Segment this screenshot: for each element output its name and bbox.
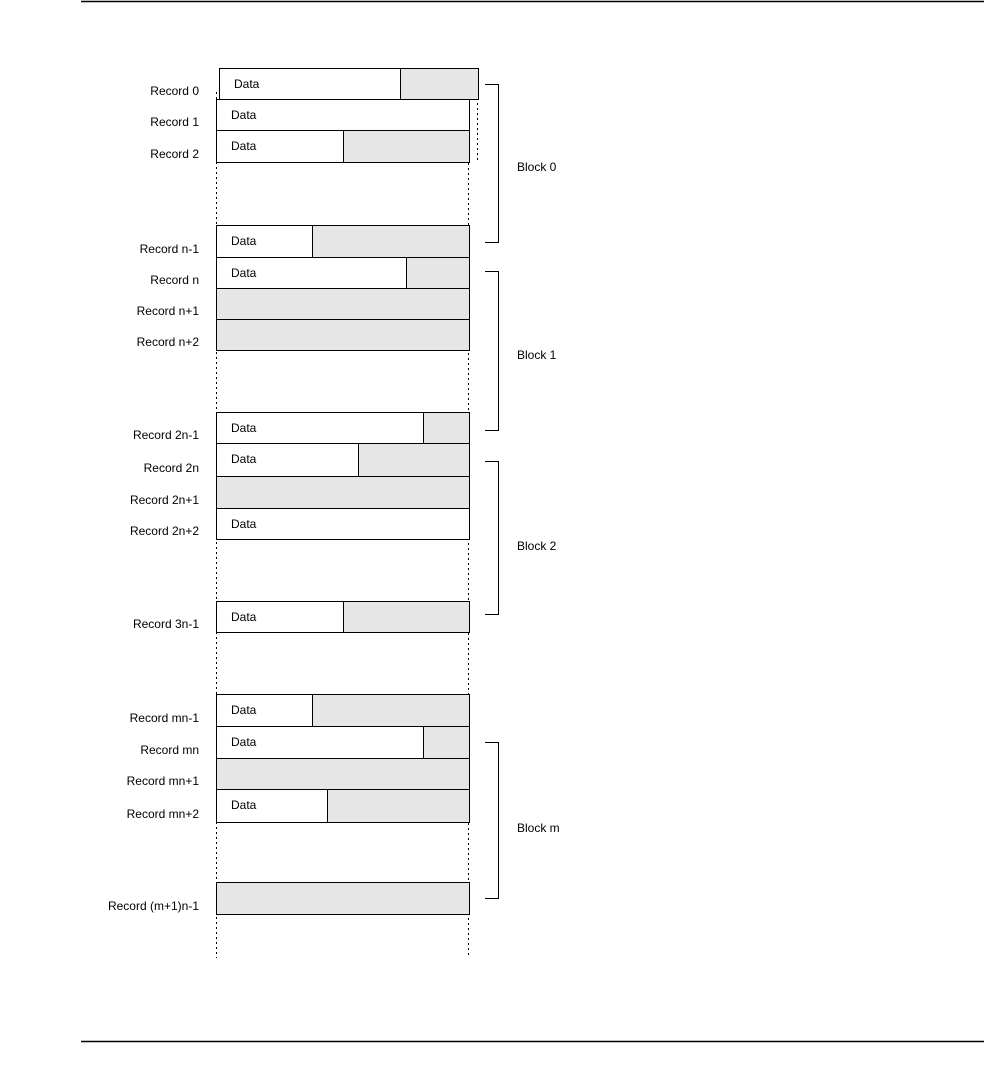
- record-row: [140, 727, 469, 759]
- bracket-line: [485, 462, 499, 615]
- block-bracket: [485, 272, 557, 431]
- record-row: [130, 509, 470, 540]
- record-data-label: Data: [231, 452, 257, 466]
- record-label: Record 1: [150, 115, 199, 129]
- block-label: Block 0: [517, 160, 557, 174]
- record-row: [140, 226, 470, 258]
- record-padding: [217, 320, 470, 351]
- block-bracket: [485, 85, 557, 243]
- record-data-label: Data: [231, 266, 257, 280]
- record-data-label: Data: [231, 108, 257, 122]
- record-label: Record (m+1)n-1: [107, 899, 199, 913]
- record-row: [150, 258, 469, 289]
- record-data-label: Data: [231, 234, 257, 248]
- record-label: Record 0: [150, 84, 199, 98]
- record-label: Record 2n+2: [129, 524, 199, 538]
- record-label: Record 2: [150, 147, 199, 161]
- record-padding: [217, 289, 470, 320]
- record-label: Record mn: [140, 743, 199, 757]
- record-row: [130, 695, 470, 727]
- record-label: Record mn-1: [129, 711, 199, 725]
- record-label: Record 2n-1: [132, 428, 199, 442]
- record-row: [127, 790, 470, 823]
- record-data-label: Data: [234, 77, 260, 91]
- bracket-line: [485, 743, 499, 899]
- record-padding: [217, 477, 470, 509]
- record-row: [144, 444, 470, 477]
- record-label: Record mn+2: [126, 807, 199, 821]
- record-data-label: Data: [231, 798, 257, 812]
- bracket-line: [485, 85, 499, 243]
- record-data-label: Data: [231, 610, 257, 624]
- record-padding: [217, 883, 470, 915]
- record-row: [127, 759, 470, 790]
- block-label: Block 1: [517, 348, 557, 362]
- record-data-label: Data: [231, 703, 257, 717]
- record-data-label: Data: [231, 421, 257, 435]
- record-label: Record n+1: [136, 304, 199, 318]
- block-bracket: [485, 462, 557, 615]
- record-label: Record 2n+1: [129, 493, 199, 507]
- bracket-line: [485, 272, 499, 431]
- block-brackets: [485, 85, 560, 899]
- record-label: Record 3n-1: [132, 617, 199, 631]
- record-data-label: Data: [231, 139, 257, 153]
- record-row: [130, 477, 470, 509]
- record-label: Record mn+1: [126, 774, 199, 788]
- record-label: Record n+2: [136, 335, 199, 349]
- record-padding: [217, 759, 470, 790]
- record-rows: [108, 69, 479, 915]
- block-label: Block m: [517, 821, 560, 835]
- record-row: [108, 883, 470, 915]
- record-row: [150, 131, 469, 163]
- record-data-label: Data: [231, 735, 257, 749]
- record-row: [150, 100, 469, 131]
- block-bracket: [485, 743, 560, 899]
- record-row: [150, 69, 478, 100]
- block-label: Block 2: [517, 539, 557, 553]
- record-row: [137, 289, 470, 320]
- record-data-label: Data: [231, 517, 257, 531]
- record-row: [133, 602, 470, 633]
- record-label: Record n-1: [139, 242, 199, 256]
- record-row: [133, 413, 470, 444]
- record-label: Record n: [150, 273, 199, 287]
- record-label: Record 2n: [143, 461, 199, 475]
- record-row: [137, 320, 470, 351]
